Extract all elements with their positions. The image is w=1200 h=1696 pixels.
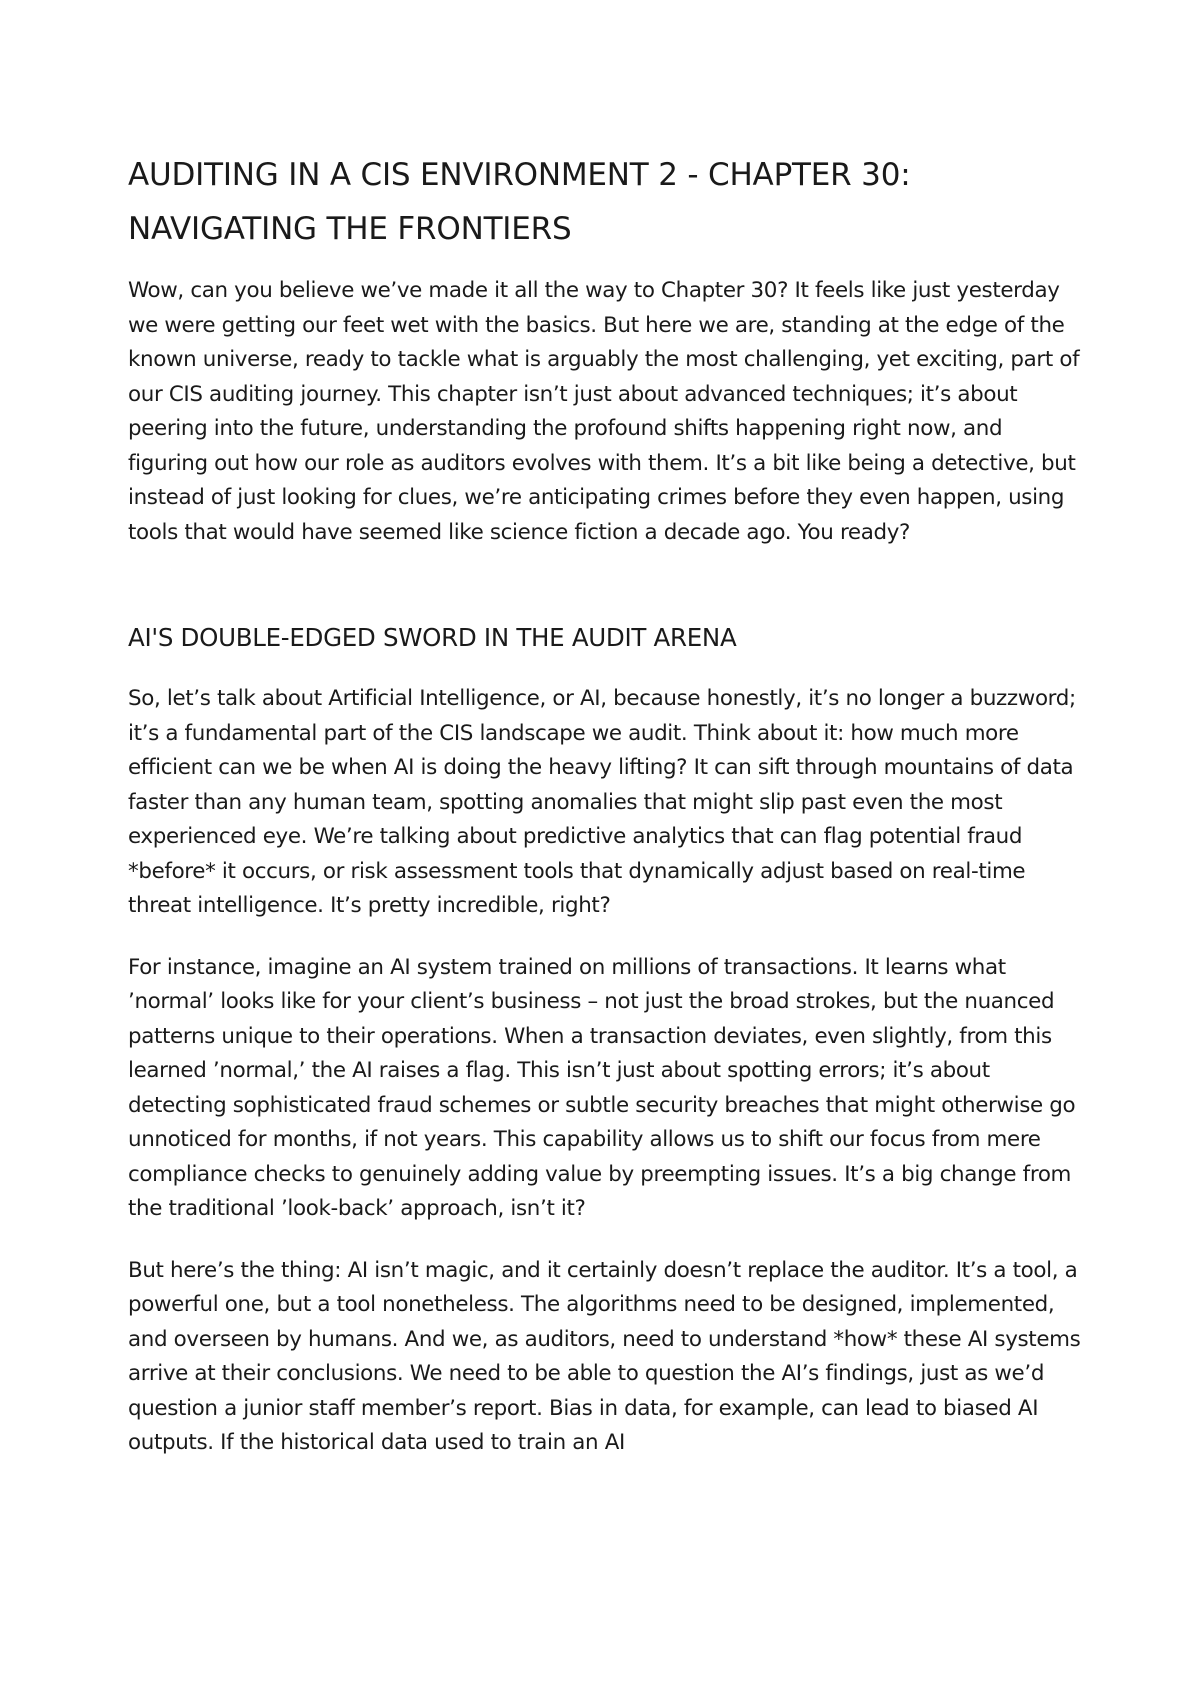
intro-paragraph: Wow, can you believe we’ve made it all the way to Chapter 30? It feels like just yesterday we were getting our feet wet with the basics. But here we are, standing at the edge of the known universe, ready to tackle what is arguably the most challenging, yet exciting, part of our CIS auditing journey. This chapter isn’t just about advanced techniques; it’s about peering into the future, understanding the profound shifts happening right now, and figuring out how our role as auditors evolves with them. It’s a bit like being a detective, but instead of just looking for clues, we’re anticipating crimes before they even happen, using tools that would have seemed like science fiction a decade ago. You ready? [128,278,1080,545]
document-page [128,148,1088,1488]
body-paragraph-3: But here’s the thing: AI isn’t magic, and it certainly doesn’t replace the auditor. It’s a tool, a powerful one, but a tool nonetheless. The algorithms need to be designed, implemented, and overseen by humans. And we, as auditors, need to understand *how* these AI systems arrive at their conclusions. We need to be able to question the AI’s findings, just as we’d question a junior staff member’s report. Bias in data, for example, can lead to biased AI outputs. If the historical data used to train an AI [128,1257,1081,1455]
page-title: AUDITING IN A CIS ENVIRONMENT 2 - CHAPTER 30: NAVIGATING THE FRONTIERS [128,157,911,247]
body-paragraph-2: For instance, imagine an AI system trained on millions of transactions. It learns what ’normal’ looks like for your client’s business – not just the broad strokes, but the nuanced patterns unique to their operations. When a transaction deviates, even slightly, from this learned ’normal,’ the AI raises a flag. This isn’t just about spotting errors; it’s about detecting sophisticated fraud schemes or subtle security breaches that might otherwise go unnoticed for months, if not years. This capability allows us to shift our focus from mere compliance checks to genuinely adding value by preempting issues. It’s a big change from the traditional ’look-back’ approach, isn’t it? [128,954,1076,1221]
section-heading: AI'S DOUBLE-EDGED SWORD IN THE AUDIT ARENA [128,623,737,652]
body-paragraph-1: So, let’s talk about Artificial Intelligence, or AI, because honestly, it’s no longer a buzzword; it’s a fundamental part of the CIS landscape we audit. Think about it: how much more efficient can we be when AI is doing the heavy lifting? It can sift through mountains of data faster than any human team, spotting anomalies that might slip past even the most experienced eye. We’re talking about predictive analytics that can flag potential fraud *before* it occurs, or risk assessment tools that dynamically adjust based on real-time threat intelligence. It’s pretty incredible, right? [128,686,1076,918]
